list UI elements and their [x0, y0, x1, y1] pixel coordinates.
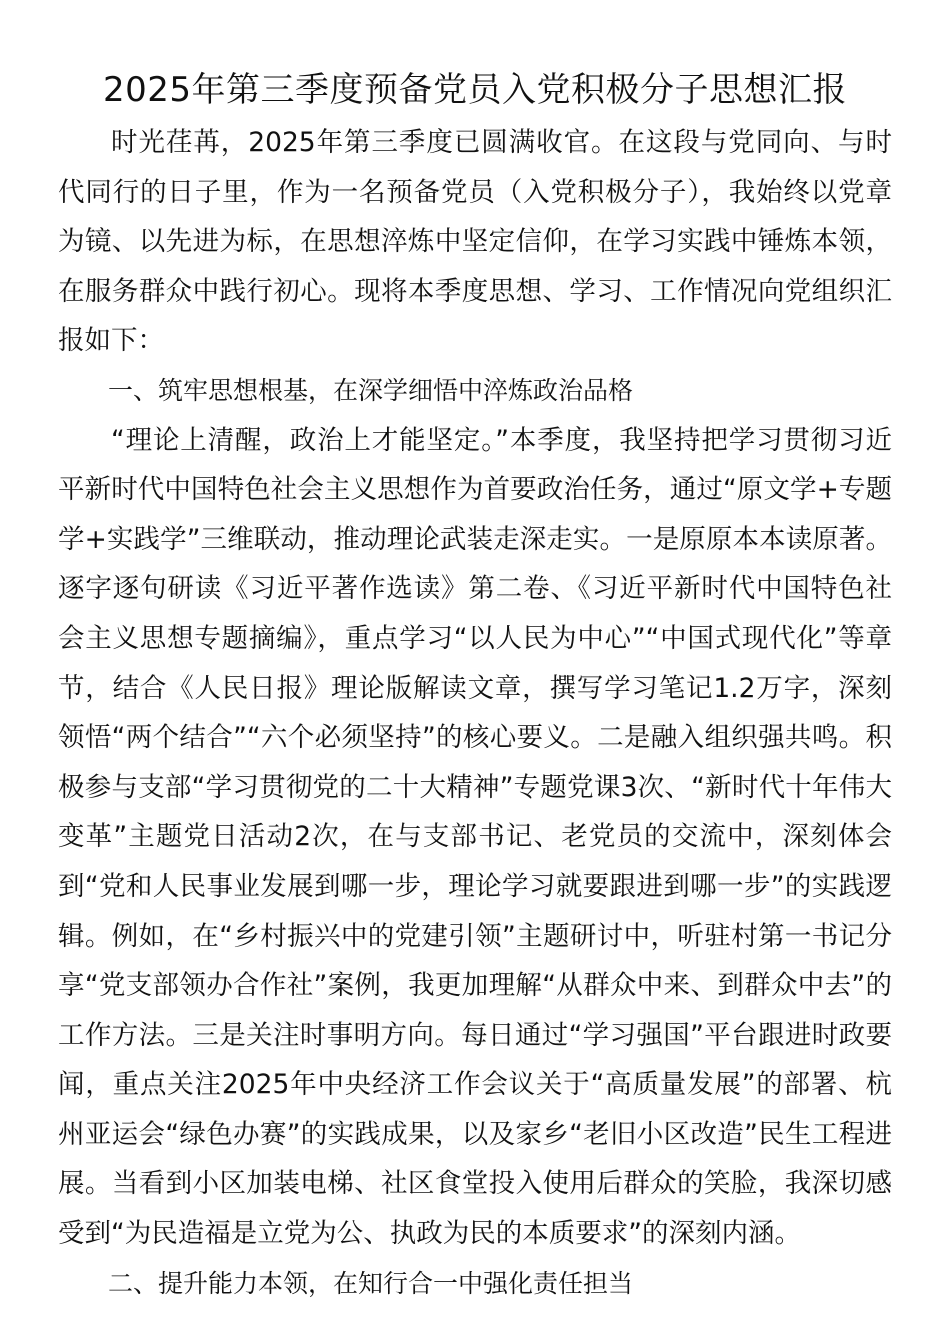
intro-paragraph: 时光荏苒，2025年第三季度已圆满收官。在这段与党同向、与时代同行的日子里，作为一名预备党员（入党积极分子），我始终以党章为镜、以先进为标，在思想淬炼中坚定信仰，在学习实践中锤炼本领，在服务群众中践行初心。现将本季度思想、学习、工作情况向党组织汇报如下： [58, 127, 892, 357]
section-1-body: “理论上清醒，政治上才能坚定。”本季度，我坚持把学习贯彻习近平新时代中国特色社会主义思想作为首要政治任务，通过“原文学+专题学+实践学”三维联动，推动理论武装走深走实。一是原原本本读原著。逐字逐句研读《习近平著作选读》第二卷、《习近平新时代中国特色社会主义思想专题摘编》，重点学习“以人民为中心”“中国式现代化”等章节，结合《人民日报》理论版解读文章，撰写学习笔记1.2万字，深刻领悟“两个结合”“六个必须坚持”的核心要义。二是融入组织强共鸣。积极参与支部“学习贯彻党的二十大精神”专题党课3次、“新时代十年伟大变革”主题党日活动2次，在与支部书记、老党员的交流中，深刻体会到“党和人民事业发展到哪一步，理论学习就要跟进到哪一步”的实践逻辑。例如，在“乡村振兴中的党建引领”主题研讨中，听驻村第一书记分享“党支部领办合作社”案例，我更加理解“从群众中来、到群众中去”的工作方法。三是关注时事明方向。每日通过“学习强国”平台跟进时政要闻，重点关注2025年中央经济工作会议关于“高质量发展”的部署、杭州亚运会“绿色办赛”的实践成果，以及家乡“老旧小区改造”民生工程进展。当看到小区加装电梯、社区食堂投入使用后群众的笑脸，我深切感受到“为民造福是立党为公、执政为民的本质要求”的深刻内涵。 [58, 424, 892, 1250]
document-page [58, 62, 892, 1308]
section-2-heading: 二、提升能力本领，在知行合一中强化责任担当 [108, 1268, 634, 1298]
document-title: 2025年第三季度预备党员入党积极分子思想汇报 [102, 70, 848, 110]
section-1-heading: 一、筑牢思想根基，在深学细悟中淬炼政治品格 [108, 375, 634, 405]
